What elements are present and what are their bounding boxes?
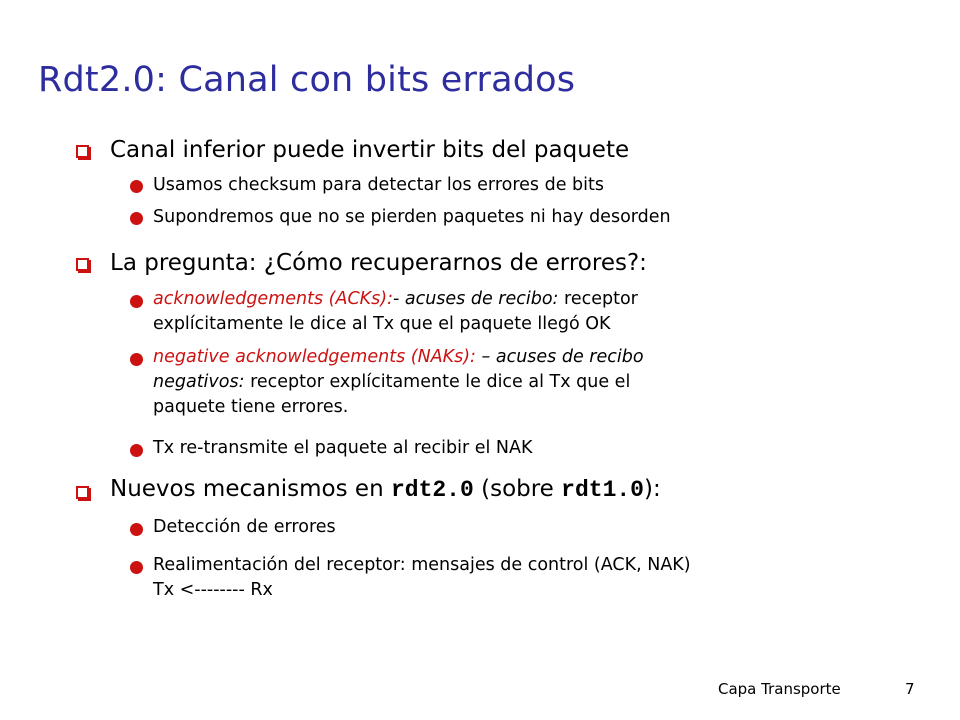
sub-nak	[153, 347, 644, 367]
nak-def: – acuses de recibo	[475, 347, 644, 367]
footer-section: Capa Transporte	[718, 680, 841, 698]
sub-ack	[153, 289, 638, 309]
sub-no-loss: Supondremos que no se pierden paquetes ni hay desorden	[153, 207, 671, 227]
bullet-question: La pregunta: ¿Cómo recuperarnos de errores?:	[110, 250, 647, 276]
nak-term: negative acknowledgements (NAKs):	[153, 347, 476, 367]
sub-ack-line2: explícitamente le dice al Tx que el paquete llegó OK	[153, 314, 611, 334]
page-number: 7	[905, 680, 915, 698]
nak-line2-rest: receptor explícitamente le dice al Tx que el	[244, 372, 631, 392]
round-bullet-icon	[130, 444, 143, 457]
nak-line2-def: negativos:	[153, 372, 245, 392]
sub-checksum: Usamos checksum para detectar los errores de bits	[153, 175, 604, 195]
ack-rest: receptor	[558, 289, 638, 309]
ack-term: acknowledgements (ACKs):	[153, 289, 393, 309]
round-bullet-icon	[130, 180, 143, 193]
round-bullet-icon	[130, 295, 143, 308]
sub-feedback-line2: Tx <-------- Rx	[153, 580, 273, 600]
mech-middle: (sobre	[473, 476, 562, 502]
sub-nak-line3: paquete tiene errores.	[153, 397, 349, 417]
round-bullet-icon	[130, 523, 143, 536]
mech-suffix: ):	[643, 476, 661, 502]
round-bullet-icon	[130, 353, 143, 366]
sub-nak-line2	[153, 372, 630, 392]
sub-feedback: Realimentación del receptor: mensajes de control (ACK, NAK)	[153, 555, 691, 575]
sub-retransmit: Tx re-transmite el paquete al recibir el NAK	[153, 438, 533, 458]
code-rdt10: rdt1.0	[561, 477, 644, 503]
bullet-mechanisms	[110, 476, 661, 503]
ack-def: - acuses de recibo:	[392, 289, 559, 309]
bullet-channel: Canal inferior puede invertir bits del paquete	[110, 137, 630, 163]
code-rdt20: rdt2.0	[390, 477, 474, 503]
square-bullet-icon	[76, 145, 89, 158]
sub-error-detection: Detección de errores	[153, 517, 336, 537]
mech-prefix: Nuevos mecanismos en	[110, 476, 391, 502]
round-bullet-icon	[130, 561, 143, 574]
round-bullet-icon	[130, 212, 143, 225]
square-bullet-icon	[76, 258, 89, 271]
slide-title: Rdt2.0: Canal con bits errados	[38, 60, 576, 100]
square-bullet-icon	[76, 486, 89, 499]
